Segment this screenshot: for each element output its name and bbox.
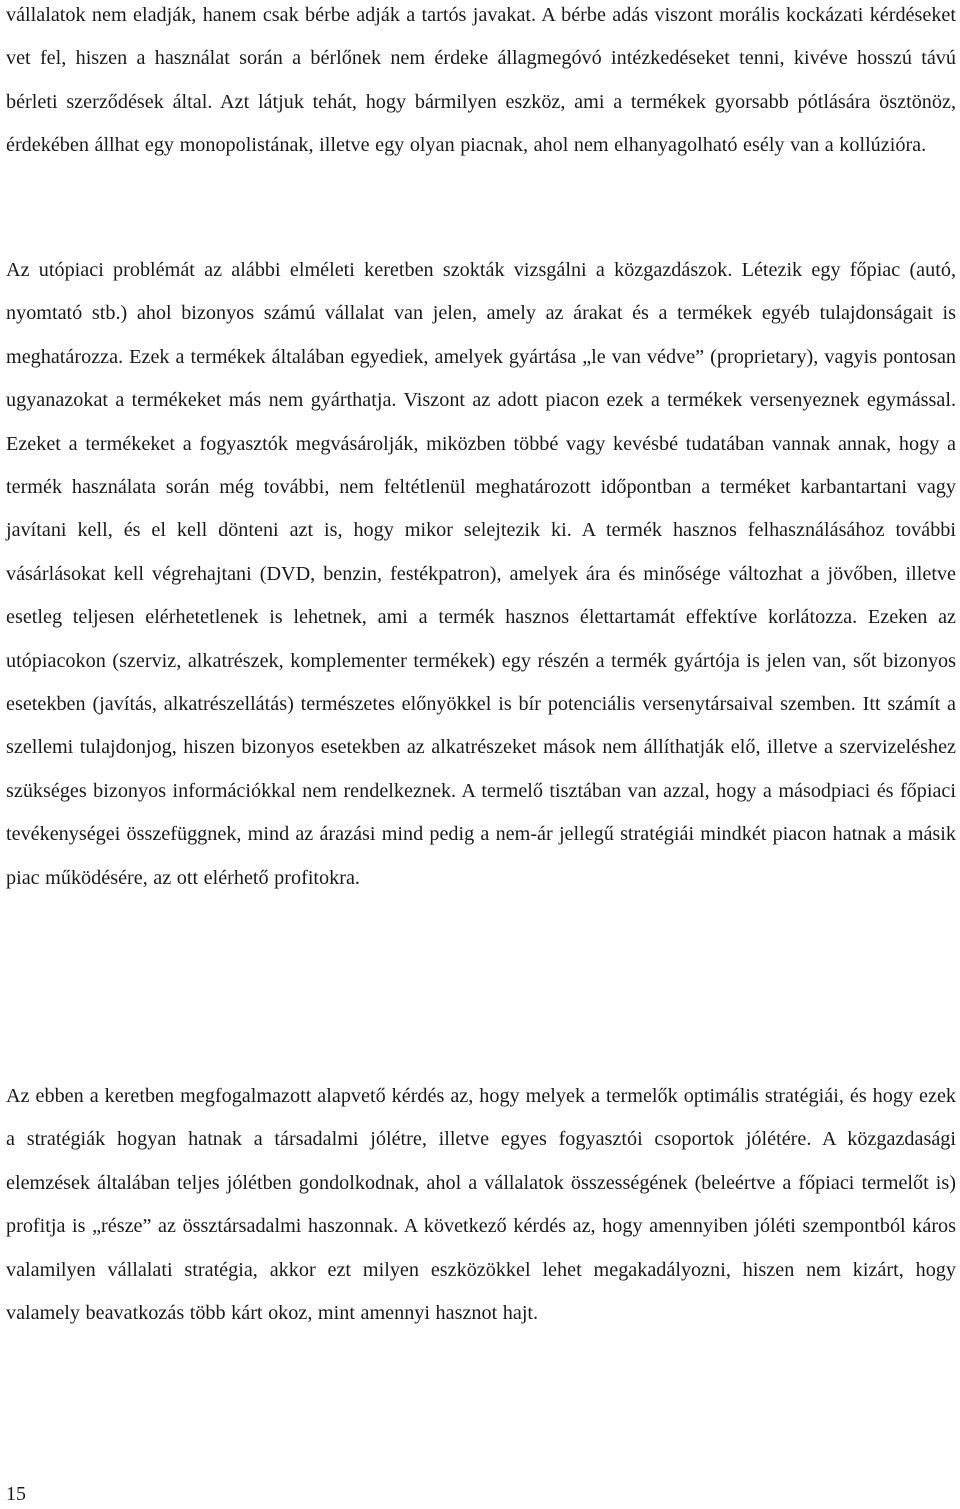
paragraph-2: Az utópiaci problémát az alábbi elméleti keretben szokták vizsgálni a közgazdászok. Létezik egy főpiac (autó, nyomtató stb.) ahol bizonyos számú vállalat van jelen, amely az árakat és a termékek egyéb tulajdonságait is meghatározza. Ezek a termékek általában egyediek, amelyek gyártása „le van védve” (proprietary), vagyis pontosan ugyanazokat a termékeket más nem gyárthatja. Viszont az adott piacon ezek a termékek versenyeznek egymással. Ezeket a termékeket a fogyasztók megvásárolják, miközben többé vagy kevésbé tudatában vannak annak, hogy a termék használata során még további, nem feltétlenül meghatározott időpontban a terméket karbantartani vagy javítani kell, és el kell dönteni azt is, hogy mikor selejtezik ki. A termék hasznos felhasználásához további vásárlásokat kell végrehajtani (DVD, benzin, festékpatron), amelyek ára és minősége változhat a jövőben, illetve esetleg teljesen elérhetetlenek is lehetnek, ami a termék hasznos élettartamát effektíve korlátozza. Ezeken az utópiacokon (szerviz, alkatrészek, komplementer termékek) egy részén a termék gyártója is jelen van, sőt bizonyos esetekben (javítás, alkatrészellátás) természetes előnyökkel is bír potenciális versenytársaival szemben. Itt számít a szellemi tulajdonjog, hiszen bizonyos esetekben az alkatrészeket mások nem állíthatják elő, illetve a szervizeléshez szükséges bizonyos információkkal nem rendelkeznek. A termelő tisztában van azzal, hogy a másodpiaci és főpiaci tevékenységei összefüggnek, mind az árazási mind pedig a nem-ár jellegű stratégiái mindkét piacon hatnak a másik piac működésére, az ott elérhető profitokra. [6,259,956,889]
page-number: 15 [6,1483,26,1505]
paragraph-1: vállalatok nem eladják, hanem csak bérbe adják a tartós javakat. A bérbe adás viszont morális kockázati kérdéseket vet fel, hiszen a használat során a bérlőnek nem érdeke állagmegóvó intézkedéseket tenni, kivéve hosszú távú bérleti szerződések által. Azt látjuk tehát, hogy bármilyen eszköz, ami a termékek gyorsabb pótlására ösztönöz, érdekében állhat egy monopolistának, illetve egy olyan piacnak, ahol nem elhanyagolható esély van a kollúzióra. [6,4,956,157]
paragraph-3: Az ebben a keretben megfogalmazott alapvető kérdés az, hogy melyek a termelők optimális stratégiái, és hogy ezek a stratégiák hogyan hatnak a társadalmi jólétre, illetve egyes fogyasztói csoportok jólétére. A közgazdasági elemzések általában teljes jólétben gondolkodnak, ahol a vállalatok összességének (beleértve a főpiaci termelőt is) profitja is „része” az össztársadalmi haszonnak. A következő kérdés az, hogy amennyiben jóléti szempontból káros valamilyen vállalati stratégia, akkor ezt milyen eszközökkel lehet megakadályozni, hiszen nem kizárt, hogy valamely beavatkozás több kárt okoz, mint amennyi hasznot hajt. [6,1085,956,1325]
